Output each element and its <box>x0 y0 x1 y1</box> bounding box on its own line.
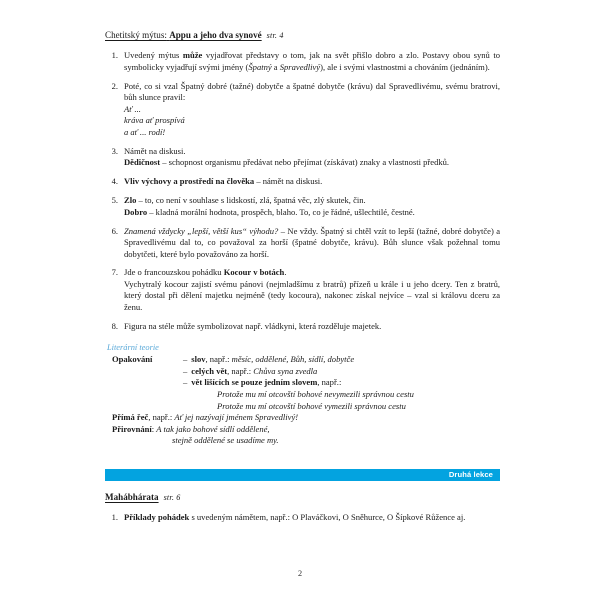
list-item-text: Uvedený mýtus může vyjadřovat představy o tom, jak na svět přišlo dobro a zlo. Postavy obou synů to symbolicky vyjadřují svými jmény (Špatný a Spravedlivý), ale i svými vlastnostmi a chováním (jednáním). <box>124 50 500 72</box>
list-item <box>105 512 500 523</box>
theory-term-prima-rec: Přímá řeč <box>112 412 149 423</box>
list-item-text: Poté, co si vzal Špatný dobré (tažné) dobytče a špatné dobytče (krávu) dal Spravedlivému, svému bratrovi, bůh slunce pravil: <box>124 80 500 103</box>
list-item <box>105 226 500 260</box>
list-item <box>105 195 500 218</box>
list-item <box>105 146 500 169</box>
list-item-number: 7. <box>111 267 118 278</box>
list-item-text: Figura na stéle může symbolizovat např. vládkyni, která rozděluje majetek. <box>124 320 382 331</box>
answer-list-lesson-two <box>105 512 500 523</box>
theory-row-opakovani-sentences <box>112 366 500 377</box>
theory-term-prirovnani: Přirovnání <box>112 423 152 434</box>
heading-title: Appu a jeho dva synové <box>169 30 262 40</box>
theory-lead-3: vět lišících se pouze jedním slovem <box>191 377 318 388</box>
list-item-text: Námět na diskusi. Dědičnost – schopnost organismu předávat nebo přejímat (získávat) znaky a vlastnosti předků. <box>124 145 450 168</box>
list-item-number: 2. <box>111 80 118 91</box>
list-item-number: 1. <box>111 512 118 523</box>
theory-term-opakovani: Opakování <box>112 354 153 365</box>
verse-line: a ať ... rodí! <box>124 126 166 137</box>
list-item-number: 3. <box>111 145 118 156</box>
verse-line: Ať ... <box>124 103 141 114</box>
theory-lead-1: slov <box>191 354 206 365</box>
theory-row-opakovani-words <box>112 354 500 365</box>
lesson-bar-label: Druhá lekce <box>448 470 493 480</box>
list-item <box>105 176 500 187</box>
list-item-text: Znamená vždycky „lepší, větší kus“ výhodu? – Ne vždy. Špatný si chtěl vzít to lepší (tažné, dobré dobytče) a Spravedlivému dal to, co považoval za horší (špatné dobytče, krávu). Bůh slunce však požehnal tomu dobytčeti, které bylo považováno za horší. <box>124 225 500 259</box>
theory-subexample-1: Protože mu mí otcovští bohové nevymezili správnou cestu <box>217 388 414 399</box>
list-item-text: Zlo – to, co není v souhlase s lidskostí, zlá, špatná věc, zlý skutek, čin. Dobro – kladná morální hodnota, prospěch, blaho. To, co je řádné, ušlechtilé, čestné. <box>124 195 415 217</box>
theory-row-opakovani-oneword <box>112 377 500 388</box>
theory-subexample-2: Protože mu mí otcovští bohové vymezili správnou cestu <box>217 400 406 411</box>
list-item <box>105 81 500 138</box>
theory-dash-1: – <box>183 354 188 365</box>
list-item-number: 1. <box>111 50 118 61</box>
theory-direct-speech-example: Ať jej nazývají jménem Spravedlivý! <box>174 412 299 423</box>
page-number: 2 <box>297 569 303 578</box>
section-heading-chetitsky <box>105 30 500 41</box>
literary-theory-label: Literární teorie <box>107 343 159 353</box>
theory-dash-2: – <box>183 365 188 376</box>
list-item-number: 4. <box>111 176 118 187</box>
theory-example-1: měsíc, oddělené, Bůh, sídlí, dobytče <box>231 354 355 365</box>
verse-line: kráva ať prospívá <box>124 115 185 126</box>
theory-direct-speech-tail: , např.: <box>148 412 175 423</box>
heading-prefix: Chetitský mýtus: <box>105 30 167 40</box>
list-item-text: Příklady pohádek s uvedeným námětem, např.: O Plaváčkovi, O Sněhurce, O Šípkové Růžence aj. <box>124 512 466 523</box>
theory-row-simile <box>112 424 500 435</box>
list-item <box>105 267 500 313</box>
list-item-number: 8. <box>111 320 118 331</box>
theory-lead-tail-2: , např.: <box>227 365 254 376</box>
theory-dash-3: – <box>183 377 188 388</box>
theory-lead-tail-1: , např.: <box>205 354 232 365</box>
heading-page-ref: str. 4 <box>266 31 284 40</box>
section-heading-mahabharata <box>105 492 500 503</box>
literary-theory-block <box>112 354 500 446</box>
theory-simile-tail: : <box>151 423 157 434</box>
theory-simile-line1: A tak jako bohové sídlí oddělené, <box>156 423 270 434</box>
theory-simile-line2: stejně oddělené se usadíme my. <box>172 435 279 446</box>
list-item-text: Vliv výchovy a prostředí na člověka – námět na diskusi. <box>124 176 323 187</box>
list-item-number: 6. <box>111 225 118 236</box>
list-item <box>105 321 500 332</box>
heading-title-two: Mahábhárata <box>105 491 159 502</box>
list-item <box>105 50 500 73</box>
theory-example-2: Chůva syna zvedla <box>253 365 318 376</box>
theory-lead-tail-3: , např.: <box>317 377 342 388</box>
list-item-number: 5. <box>111 195 118 206</box>
list-item-text: Jde o francouzskou pohádku Kocour v botách. Vychytralý kocour zajistí svému pánovi (nejmladšímu z bratrů) přízeň u krále i u jeho dcery. Ten z bratrů, který dostal při dělení majetku nejméně (tedy kocoura), nakonec získal nejvíce – vzal si královu dceru za ženu. <box>124 267 500 312</box>
heading-page-ref-two: str. 6 <box>163 492 181 502</box>
lesson-divider-bar <box>105 469 500 481</box>
theory-lead-2: celých vět <box>191 365 228 376</box>
theory-row-direct-speech <box>112 412 500 423</box>
answer-list-lesson-one <box>105 50 500 332</box>
